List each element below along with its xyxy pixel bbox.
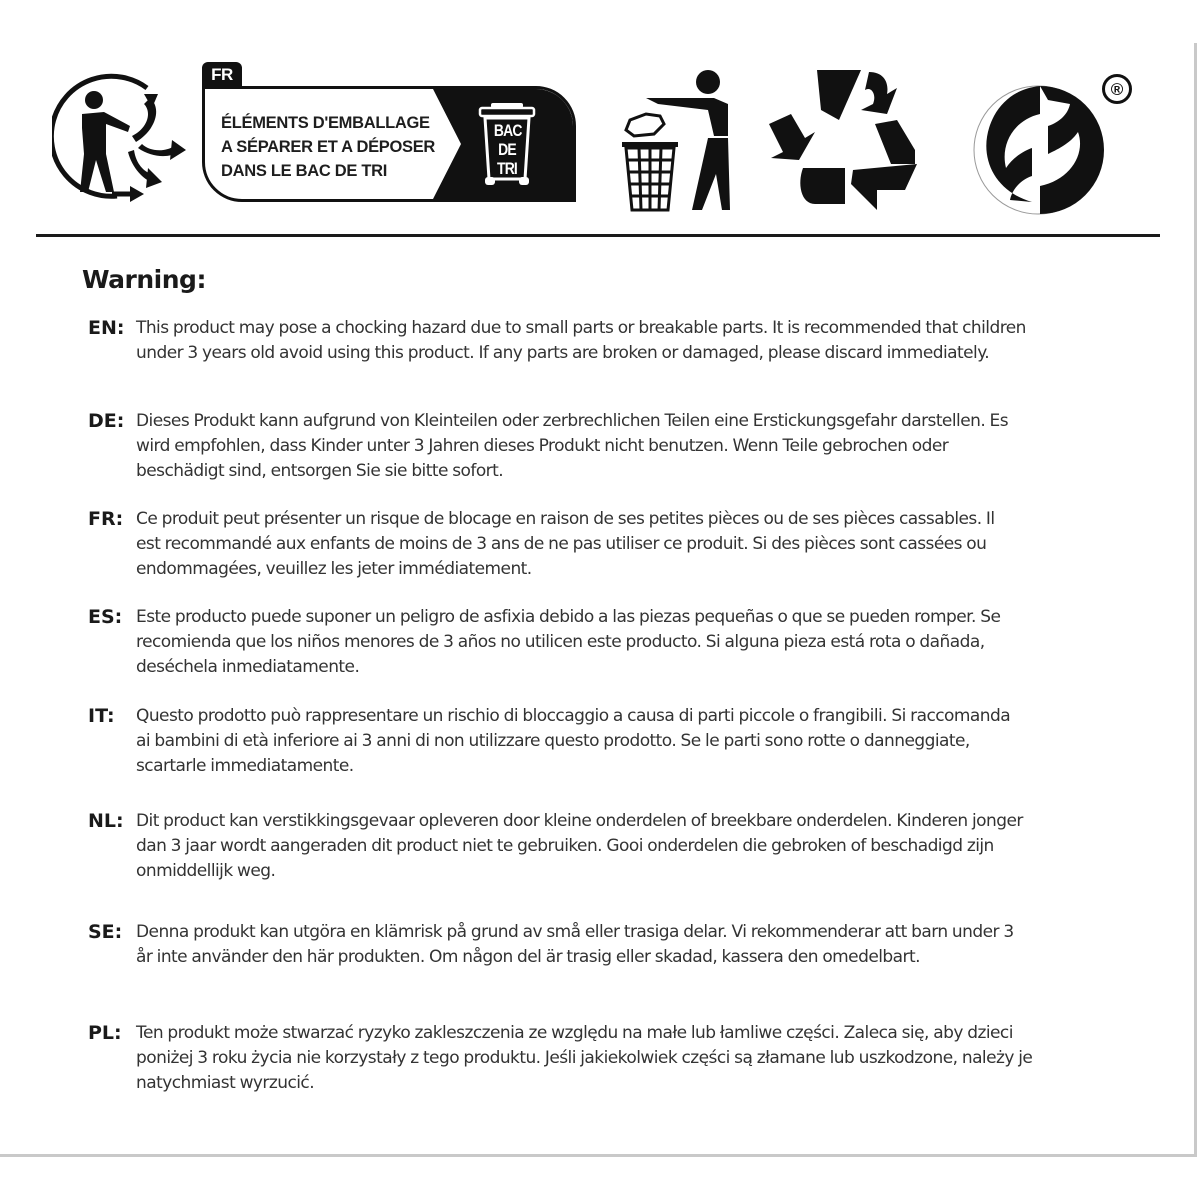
language-code: DE: [88,410,125,432]
warning-text-line: Denna produkt kan utgöra en klämrisk på grund av små eller trasiga delar. Vi rekommenderar att barn under 3 [136,922,1014,942]
warning-text-line: Ce produit peut présenter un risque de blocage en raison de ses petites pièces ou de ses pièces cassables. Il [136,509,995,529]
warning-text-line: Dieses Produkt kann aufgrund von Kleinteilen oder zerbrechlichen Teilen eine Erstickungsgefahr darstellen. Es [136,411,1009,431]
warning-text-line: natychmiast wyrzucić. [136,1073,315,1093]
language-code: NL: [88,810,124,832]
info-tri-text [221,111,435,183]
warning-text-line: år inte använder den här produkten. Om någon del är trasig eller skadad, kassera den omedelbart. [136,947,920,967]
warning-text [136,1021,1126,1096]
page-border-bottom [0,1154,1197,1157]
warning-text [136,316,1126,366]
language-code: EN: [88,317,125,339]
language-code: ES: [88,606,123,628]
warning-text-line: deséchela inmediatamente. [136,657,360,677]
info-tri-line: DANS LE BAC DE TRI [221,162,388,180]
country-tab: FR [202,62,242,88]
section-divider [36,234,1160,237]
warning-text [136,809,1126,884]
warning-text [136,605,1126,680]
sorting-bin-icon [477,103,537,189]
warning-text-line: wird empfohlen, dass Kinder unter 3 Jahren dieses Produkt nicht benutzen. Wenn Teile gebrochen oder [136,436,949,456]
bin-label-line: DE [498,140,516,159]
info-tri-box [202,86,576,202]
warning-text-line: endommagées, veuillez les jeter immédiatement. [136,559,532,579]
warning-text-line: Dit product kan verstikkingsgevaar opleveren door kleine onderdelen of breekbare onderdelen. Kinderen jonger [136,811,1023,831]
info-tri-line: ÉLÉMENTS D'EMBALLAGE [221,114,430,132]
triman-recycling-icon [52,68,192,203]
bin-label [494,121,520,178]
bin-label-line: BAC [493,121,522,140]
warning-text-line: est recommandé aux enfants de moins de 3 ans de ne pas utiliser ce produit. Si des pièces sont cassées ou [136,534,987,554]
registered-trademark-icon [1101,73,1133,105]
warning-text-line: Ten produkt może stwarzać ryzyko zakleszczenia ze względu na małe lub łamliwe części. Zaleca się, aby dzieci [136,1023,1013,1043]
warning-text-line: Questo prodotto può rappresentare un rischio di bloccaggio a causa di parti piccole o frangibili. Si raccomanda [136,706,1011,726]
language-code: PL: [88,1022,122,1044]
warning-text [136,409,1126,484]
warning-text-line: onmiddellijk weg. [136,861,276,881]
warning-text [136,704,1126,779]
warning-text-line: This product may pose a chocking hazard due to small parts or breakable parts. It is recommended that children [136,318,1026,338]
warning-text [136,920,1126,970]
bin-label-line: TRI [496,159,517,178]
warning-text-line: recomienda que los niños menores de 3 años no utilicen este producto. Si alguna pieza está rota o dañada, [136,632,985,652]
warning-text-line: poniżej 3 roku życia nie korzystały z tego produktu. Jeśli jakiekolwiek części są złamane lub uszkodzone, należy je [136,1048,1033,1068]
language-code: FR: [88,508,124,530]
info-tri-line: A SÉPARER ET A DÉPOSER [221,138,436,156]
warning-text [136,507,1126,582]
registered-mark-text: ® [1110,80,1124,99]
warning-text-line: scartarle immediatamente. [136,756,354,776]
language-code: SE: [88,921,123,943]
warning-text-line: Este producto puede suponer un peligro de asfixia debido a las piezas pequeñas o que se pueden romper. Se [136,607,1001,627]
page-border-right [1194,43,1197,1157]
green-dot-icon [970,70,1110,220]
warning-title: Warning: [82,265,206,294]
warning-text-line: under 3 years old avoid using this product. If any parts are broken or damaged, please discard immediately. [136,343,990,363]
recycle-mobius-icon [765,64,925,219]
tidyman-litter-bin-icon [618,64,738,214]
warning-text-line: beschädigt sind, entsorgen Sie sie bitte sofort. [136,461,504,481]
warning-text-line: dan 3 jaar wordt aangeraden dit product niet te gebruiken. Gooi onderdelen die gebroken of beschadigd zijn [136,836,994,856]
info-tri-label [202,62,580,204]
language-code: IT: [88,705,115,727]
warning-text-line: ai bambini di età inferiore ai 3 anni di non utilizzare questo prodotto. Se le parti sono rotte o danneggiate, [136,731,970,751]
